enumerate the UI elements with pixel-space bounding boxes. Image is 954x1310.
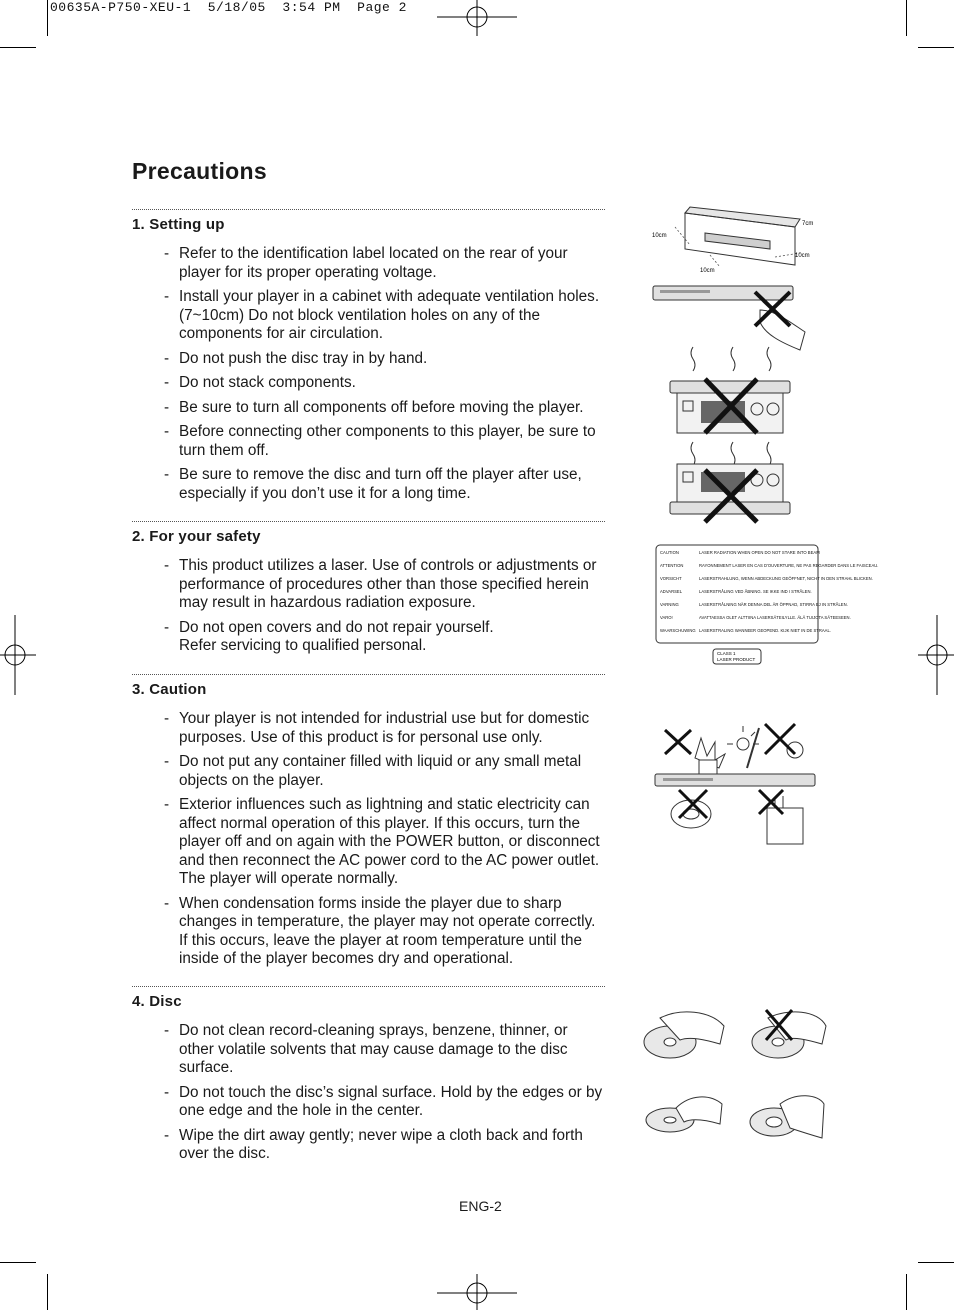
list-item: - Be sure to remove the disc and turn off the player after use, especially if you don’t use it for a long time. <box>164 466 605 503</box>
section-divider <box>132 986 605 987</box>
list-item: - Do not put any container filled with liquid or any small metal objects on the player. <box>164 753 605 790</box>
warning-text: LASERSTRÅLNING NÄR DENNA DEL ÄR ÖPPNAD, STIRRA EJ IN STRÅLEN. <box>699 602 848 607</box>
disc-handling-illustration <box>640 1000 830 1150</box>
section-heading: 3. Caution <box>132 681 207 698</box>
section-for-your-safety <box>132 521 605 662</box>
warning-lang: ATTENTION <box>660 563 684 568</box>
caution-illustration <box>655 718 820 848</box>
warning-text: LASERSTRALING WANNEER GEOPEND. KIJK NIET IN DE STRAAL. <box>699 628 831 633</box>
list-item: - Exterior influences such as lightning and static electricity can affect normal operation of this player. If this occurs, turn the player off and on again with the POWER button, or disconnect and then reconnect the AC power cord to the AC power outlet. The player will operate normally. <box>164 796 605 889</box>
warning-lang: VARO! <box>660 615 673 620</box>
list-item: - Do not touch the disc’s signal surface. Hold by the edges or by one edge and the hole in the center. <box>164 1084 605 1121</box>
crop-mark-bottom-left-v <box>47 1274 48 1310</box>
crop-mark-bottom-right-h <box>918 1262 954 1263</box>
list-item: - Do not stack components. <box>164 374 605 393</box>
page-number: ENG-2 <box>459 1198 502 1214</box>
list-item: - Your player is not intended for industrial use but for domestic purposes. Use of this product is for personal use only. <box>164 710 605 747</box>
warning-lang: VORSICHT <box>660 576 682 581</box>
crop-mark-bottom-right-v <box>906 1274 907 1310</box>
section-heading: 4. Disc <box>132 993 182 1010</box>
registration-mark-right <box>918 615 954 695</box>
bullet-list <box>132 710 605 969</box>
cabinet-ventilation-illustration <box>650 205 825 277</box>
bullet-list <box>132 245 605 503</box>
section-heading: 1. Setting up <box>132 216 225 233</box>
clearance-label: 7cm <box>802 221 814 227</box>
bullet-list <box>132 1022 605 1164</box>
no-stack-illustration-2 <box>665 440 795 524</box>
list-item: - Before connecting other components to this player, be sure to turn them off. <box>164 423 605 460</box>
clearance-label: 10cm <box>795 253 810 259</box>
section-heading: 2. For your safety <box>132 528 261 545</box>
print-header: 00635A-P750-XEU-1 5/18/05 3:54 PM Page 2 <box>50 0 407 15</box>
section-divider <box>132 521 605 522</box>
no-stack-illustration <box>665 343 795 435</box>
warning-lang: ADVARSEL <box>660 589 683 594</box>
class-label-line: CLASS 1 <box>717 651 736 656</box>
registration-mark-top <box>437 0 517 36</box>
warning-lang: VARNING <box>660 602 679 607</box>
registration-mark-left <box>0 615 36 695</box>
clearance-label: 10cm <box>652 233 667 239</box>
list-item: - This product utilizes a laser. Use of controls or adjustments or performance of procedures other than those specified herein may result in hazardous radiation exposure. <box>164 557 605 613</box>
section-disc <box>132 986 605 1170</box>
warning-text: RAYONNEMENT LASER EN CAS D'OUVERTURE, NE PAS REGARDER DANS LE FAISCEAU. <box>699 563 879 568</box>
section-divider <box>132 209 605 210</box>
section-caution <box>132 674 605 975</box>
warning-lang: CAUTION <box>660 550 679 555</box>
list-item: - Install your player in a cabinet with adequate ventilation holes. (7~10cm) Do not block ventilation holes on any of the components for air circulation. <box>164 288 605 344</box>
crop-mark-top-right-v <box>906 0 907 36</box>
laser-warning-label <box>655 544 879 666</box>
list-item: - Refer to the identification label located on the rear of your player for its proper operating voltage. <box>164 245 605 282</box>
bullet-list <box>132 557 605 656</box>
crop-mark-top-left-v <box>47 0 48 36</box>
list-item: - Do not clean record-cleaning sprays, benzene, thinner, or other volatile solvents that may cause damage to the disc surface. <box>164 1022 605 1078</box>
class-label-line: LASER PRODUCT <box>717 657 756 662</box>
list-item: - When condensation forms inside the player due to sharp changes in temperature, the player may not operate correctly. If this occurs, leave the player at room temperature until the inside of the player becomes dry and operational. <box>164 895 605 969</box>
clearance-label: 10cm <box>700 268 715 274</box>
section-divider <box>132 674 605 675</box>
warning-text: LASER RADIATION WHEN OPEN DO NOT STARE INTO BEAM <box>699 550 820 555</box>
warning-text: AVATTAESSA OLET ALTTIINA LASERSÄTEILYLLE. ÄLÄ TUIJOTA SÄTEESEEN. <box>699 615 851 620</box>
registration-mark-bottom <box>437 1274 517 1310</box>
warning-text: LASERSTRÅLING VED ÅBNING. SE IKKE IND I STRÅLEN. <box>699 589 812 594</box>
list-item: - Wipe the dirt away gently; never wipe a cloth back and forth over the disc. <box>164 1127 605 1164</box>
crop-mark-top-right-h <box>918 47 954 48</box>
crop-mark-bottom-left-h <box>0 1262 36 1263</box>
warning-text: LASERSTRAHLUNG, WENN ABDECKUNG GEÖFFNET, NICHT IN DEN STRAHL BLICKEN. <box>699 576 873 581</box>
crop-mark-top-left-h <box>0 47 36 48</box>
list-item: - Be sure to turn all components off before moving the player. <box>164 399 605 418</box>
section-setting-up <box>132 209 605 509</box>
warning-lang: WAARSCHUWING <box>660 628 696 633</box>
list-item: - Do not open covers and do not repair yourself. Refer servicing to qualified personal. <box>164 619 605 656</box>
list-item: - Do not push the disc tray in by hand. <box>164 350 605 369</box>
page-title: Precautions <box>132 158 267 184</box>
